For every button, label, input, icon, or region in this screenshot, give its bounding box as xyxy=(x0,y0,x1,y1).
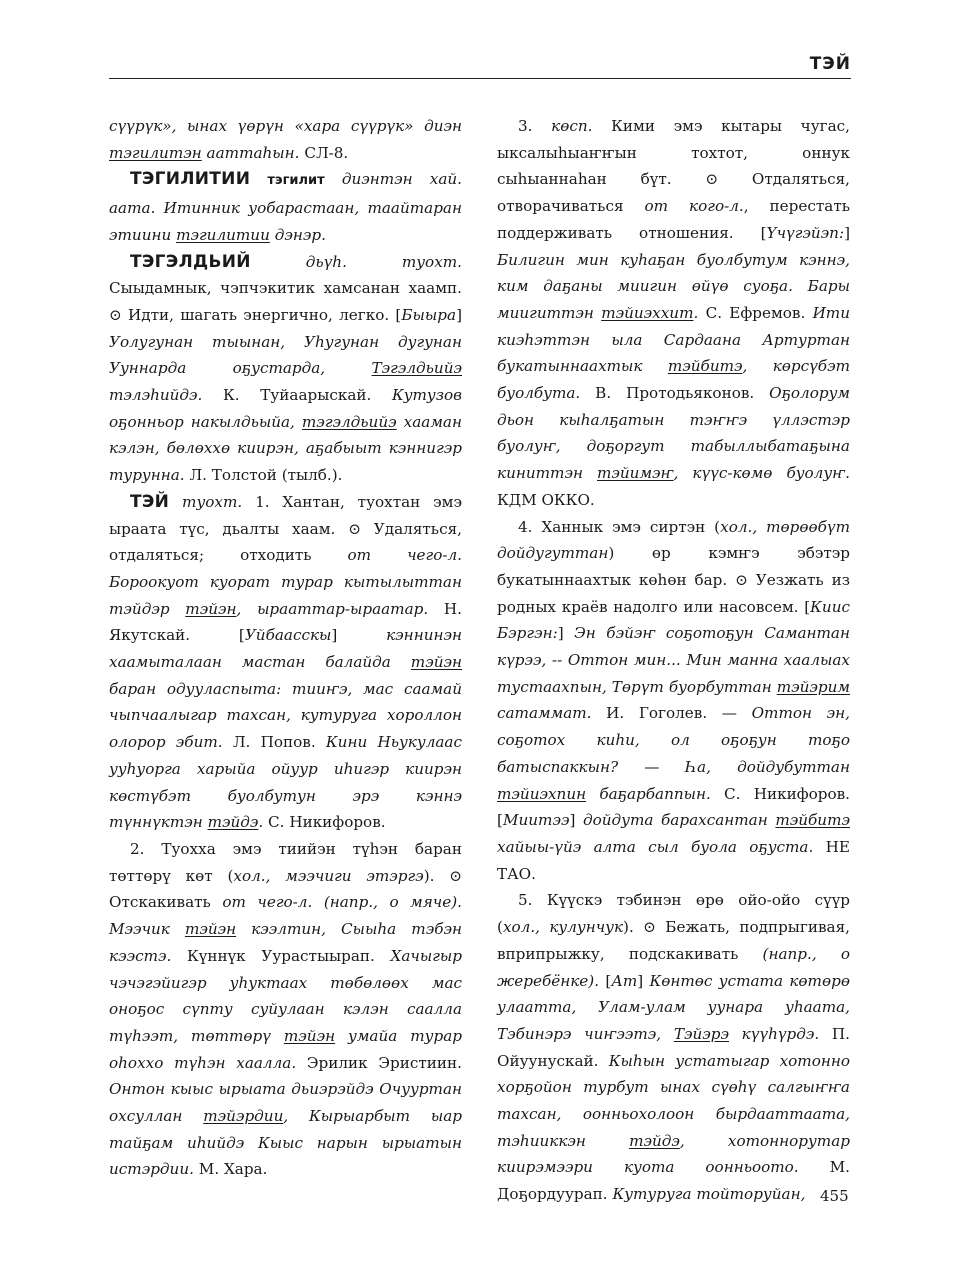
entry-paragraph xyxy=(109,836,462,1183)
headword: ТЭГИЛИТИИ xyxy=(130,169,251,190)
italic-text: хайыы-үйэ алта сыл буола оҕуста. xyxy=(497,837,814,856)
underlined-form: Тэйэрэ xyxy=(673,1024,729,1043)
italic-text: Ити киэһэттэн ыла Сардаана Артуртан букатыннаахтык xyxy=(497,303,850,376)
entry-paragraph xyxy=(109,489,462,836)
plain-text: Күннүк Уурастыырап. xyxy=(171,946,391,965)
underlined-form: тэгэлдьийэ xyxy=(301,412,397,431)
plain-text: 3. xyxy=(518,117,552,135)
italic-text: , күүс-көмө буолуҥ. xyxy=(673,464,850,483)
headword: ТЭЙ xyxy=(130,491,170,512)
italic-text: Кыһын устатыгар хотонно хорҕойон турбут ынах сүөһү салгыҥҥа тахсан, оонньохолоон бырдааттаата, тэһииккэн xyxy=(497,1051,850,1150)
italic-text: Бороокуот куорат турар кытылыттан тэйдэр xyxy=(109,572,462,618)
italic-text: . xyxy=(258,813,264,832)
italic-text: . xyxy=(693,303,699,322)
page-header xyxy=(109,50,851,79)
plain-text: С. Никифоров. [ xyxy=(497,784,850,830)
italic-text: дэнэр. xyxy=(269,225,326,244)
plain-text: [ xyxy=(599,971,612,990)
italic-text: баран одууласпыта: тииҥэ, мас саамай чыпчаалыгар тахсан, кутуруга хороллон олорор эбит. xyxy=(109,679,462,752)
underlined-form: тэйэн xyxy=(185,599,237,618)
plain-text: С. Ефремов. xyxy=(698,303,813,322)
underlined-form: тэйэрим xyxy=(776,677,850,696)
italic-text: кэннинэн хаамыталаан мастан балайда xyxy=(109,626,462,672)
example-headword-form xyxy=(674,1025,729,1043)
plain-text xyxy=(250,170,267,188)
italic-text: сатаммат. xyxy=(497,704,592,723)
underlined-form: тэйимэҥ xyxy=(596,464,674,483)
italic-text: хол., төрөөбүт дойдугуттан xyxy=(497,517,851,563)
italic-text: Эн бэйэҥ соҕотоҕун Самантан күрээ, -- Оттон мин... Мин манна хаалыах тустаахпын, Төрүт буорбуттан xyxy=(497,624,850,696)
example-headword-form xyxy=(109,144,202,162)
underlined-form: тэйбитэ xyxy=(667,357,743,376)
italic-text: туохт. xyxy=(169,492,243,511)
example-headword-form xyxy=(185,600,236,618)
example-headword-form xyxy=(777,678,850,696)
italic-text: Онтон кыыс ырыата дьиэрэйдэ Очууртан охсуллан xyxy=(109,1080,462,1126)
plain-text: ] xyxy=(557,624,575,643)
example-headword-form xyxy=(208,813,259,831)
plain-text: ) өр кэмҥэ эбэтэр букатыннаахтык көһөн бар. ⊙ Уезжать из родных краёв надолго или насовсем. [ xyxy=(497,544,850,616)
plain-text: М. Хара. xyxy=(193,1160,268,1179)
right-column xyxy=(497,113,850,1208)
entry-paragraph xyxy=(109,166,462,248)
italic-text: Кутуруга тойторуйан, xyxy=(612,1185,806,1204)
italic-text: баҕарбаппын. xyxy=(586,784,711,803)
page-number: 455 xyxy=(820,1187,849,1205)
example-headword-form xyxy=(284,1027,335,1045)
plain-text: ). ⊙ Отскакивать xyxy=(109,866,463,912)
underlined-form: тэйэн xyxy=(410,653,462,672)
plain-text: С. Никифоров. xyxy=(263,813,386,832)
underlined-form: тэйиэхпин xyxy=(497,784,587,803)
plain-text: , перестать поддерживать отношения. [ xyxy=(497,197,850,242)
example-headword-form xyxy=(411,653,462,671)
italic-text: от чего-л. xyxy=(347,546,462,565)
italic-text: Быыра xyxy=(401,305,457,324)
example-headword-form xyxy=(601,304,693,322)
italic-text: Оҕолорум дьон кыһалҕатын тэҥҥэ үллэстэр буолуҥ, доҕоргут табыллыбатаҕына киниттэн xyxy=(497,384,850,483)
underlined-form: тэйэн xyxy=(283,1026,336,1045)
underlined-form: тэгилитии xyxy=(176,225,270,244)
example-headword-form xyxy=(176,226,270,244)
italic-text: Көнтөс устата көтөрө улаатта, Улам-улам уунара уһаата, Тэбинэрэ чиҥээтэ, xyxy=(497,971,850,1043)
entry-paragraph xyxy=(109,249,462,489)
italic-text: диэнтэн хай. аата. Итинник уобарастаан, таайтаран этиини xyxy=(109,170,463,244)
plain-text: Л. Попов. xyxy=(222,733,326,752)
plain-text: ). ⊙ Бежать, подпрыгивая, вприпрыжку, подскакивать xyxy=(497,918,850,963)
italic-text: от кого-л. xyxy=(644,197,744,216)
italic-text: сүүрүк», ынах үөрүн «хара сүүрүк» диэн xyxy=(109,117,462,135)
italic-text: кээлтин, Сыыһа тэбэн кээстэ. xyxy=(109,920,462,965)
plain-text: Л. Толстой (тылб.). xyxy=(184,466,343,485)
plain-text: 1. Хантан, туохтан эмэ ыраата түс, дьалты хаам. ⊙ Удаляться, отдаляться; отходить xyxy=(109,492,462,565)
plain-text: 4. Ханнык эмэ сиртэн ( xyxy=(518,517,721,536)
entry-paragraph xyxy=(497,113,850,514)
underlined-form: тэйиэххит xyxy=(601,303,694,322)
headword-reference: тэгилит xyxy=(267,173,325,189)
plain-text: ] xyxy=(456,305,462,324)
example-headword-form xyxy=(302,413,397,431)
italic-text: тэлэһийдэ. xyxy=(109,386,203,405)
plain-text: В. Протодьяконов. xyxy=(580,384,770,403)
plain-text: СЛ-8. xyxy=(304,143,349,162)
example-headword-form xyxy=(497,785,586,803)
example-headword-form xyxy=(775,811,850,829)
italic-text: ааттаһын. xyxy=(201,143,305,162)
italic-text: күүһүрдэ. xyxy=(728,1024,820,1043)
italic-text: Киис Бэргэн: xyxy=(497,597,850,643)
underlined-form: тэйбитэ xyxy=(775,811,850,830)
italic-text: умайа турар оһохxо түһэн хаалла. xyxy=(109,1026,462,1072)
underlined-form: тэйэн xyxy=(184,920,237,939)
plain-text: Н. Якутскай. [ xyxy=(109,599,462,645)
italic-text: Уолугунан тыынан, Уһугунан дугунан Ууннарда оҕустарда, xyxy=(109,332,462,378)
example-headword-form xyxy=(629,1132,680,1150)
italic-text: Үчүгэйэп: xyxy=(766,223,845,242)
plain-text: К. Туйаарыскай. xyxy=(202,386,392,405)
underlined-form: Тэгэлдьийэ xyxy=(371,359,462,378)
italic-text: хол., мээчиги этэргэ xyxy=(233,866,424,885)
example-headword-form xyxy=(597,464,674,482)
plain-text: И. Гоголев. — xyxy=(591,704,752,723)
italic-text: , көрсүбэт буолбута. xyxy=(497,357,850,403)
italic-text: от чего-л. (напр., о мяче). xyxy=(222,893,462,912)
example-headword-form xyxy=(203,1107,283,1125)
italic-text: , ырааттар-ыраатар. xyxy=(236,599,429,618)
italic-text: Оттон эн, соҕотох киһи, ол оҕоҕун тоҕо батыспаккын? — Һа, дойдубуттан xyxy=(497,704,850,776)
plain-text: КДМ ОККО. xyxy=(497,490,595,509)
italic-text: хааман кэлэн, бөлөххө киирэн, аҕабыыт кэннигэр турунна. xyxy=(109,412,462,485)
entry-paragraph xyxy=(497,514,850,888)
italic-text: хол., кулунчук xyxy=(502,918,624,937)
italic-text: Мээчик xyxy=(109,920,185,939)
running-head: ТЭЙ xyxy=(809,54,851,74)
plain-text: 5. Күүскэ тэбинэн өрө ойо-ойо сүүр ( xyxy=(497,891,850,937)
underlined-form: тэйдэ xyxy=(629,1131,680,1150)
italic-text: Билигин мин куһаҕан буолбутум кэннэ, ким даҕаны миигин өйүө суоҕа. Бары миигиттэн xyxy=(497,250,850,322)
plain-text: Сыыдамнык, чэпчэкитик хамсанан хаамп. ⊙ Идти, шагать энергично, легко. [ xyxy=(109,279,462,324)
italic-text: (напр., о жеребёнке). xyxy=(497,944,850,990)
italic-text: дойдута барахсантан xyxy=(583,811,776,830)
plain-text: Эрилик Эристиин. xyxy=(296,1053,462,1072)
plain-text: 2. Туохха эмэ тиийэн түһэн баран төттөрү көт ( xyxy=(109,839,462,885)
italic-text: , Кырыарбыт ыар тайҕам иһийдэ Кыыс нарын ырыатын истэрдии. xyxy=(109,1107,462,1179)
entry-paragraph xyxy=(497,887,850,1207)
example-headword-form xyxy=(185,920,236,938)
italic-text: Хачыгыр чэчэгэйигэр уһуктаах төбөлөөх мас оноҕос сүпту суйулаан кэлэн саалла түһээт, төттөрү xyxy=(109,946,462,1045)
italic-text: көсп. xyxy=(551,117,593,135)
left-column xyxy=(109,113,462,1183)
italic-text: Миитээ xyxy=(502,811,570,830)
italic-text: Ат xyxy=(611,971,638,990)
italic-text: Уйбаасскы xyxy=(244,626,332,645)
plain-text: ] xyxy=(637,971,650,990)
plain-text: ] xyxy=(569,811,583,830)
example-headword-form xyxy=(372,359,462,377)
italic-text: дьүһ. туохт. xyxy=(250,252,462,271)
underlined-form: тэйэрдии xyxy=(203,1107,284,1126)
example-headword-form xyxy=(668,357,743,375)
plain-text: М. Доҕордуурап. xyxy=(497,1158,850,1204)
plain-text: Кими эмэ кытары чугас, ыксалыһыаҥҥын тохтот, оннук сыһыаннаһан бүт. ⊙ Отдаляться, отворачиваться xyxy=(497,117,850,216)
plain-text: ] xyxy=(844,223,850,242)
plain-text: ] xyxy=(331,626,387,645)
italic-text: Кини Ньукулаас ууһуорга харыйа ойуур иһигэр киирэн көстүбэт буолбутун эрэ кэннэ түннүктэн xyxy=(109,733,462,832)
italic-text: Кутузов оҕонньор накылдьыйа, xyxy=(109,386,462,431)
plain-text: НЕ ТАО. xyxy=(497,837,850,883)
italic-text: , хотоннорутар киирэмээри куота оонньоото. xyxy=(497,1131,850,1177)
underlined-form: тэгилитэн xyxy=(109,143,202,162)
headword: ТЭГЭЛДЬИЙ xyxy=(130,251,251,272)
plain-text: П. Ойуунускай. xyxy=(497,1024,851,1070)
underlined-form: тэйдэ xyxy=(207,813,259,832)
entry-paragraph xyxy=(109,113,462,166)
